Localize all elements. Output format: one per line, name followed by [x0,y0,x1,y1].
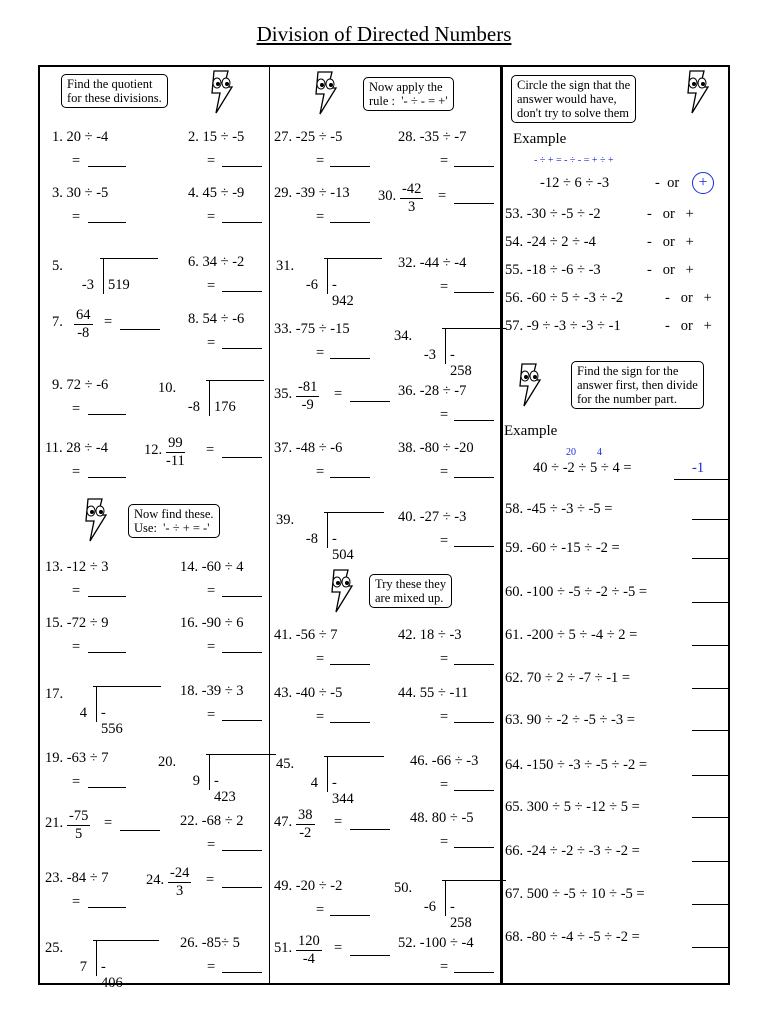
problem-text: 6. 34 ÷ -2 [188,254,245,270]
divisor: -8 [305,531,318,547]
fraction [296,379,319,414]
answer-line[interactable] [88,581,126,597]
division-bar [93,686,161,687]
division-bar [442,880,506,881]
divisor: -6 [423,899,436,915]
answer-line[interactable] [222,957,262,973]
speech-bubble: Now find these. Use: '- ÷ + = -' [128,504,220,538]
equals-sign: = [72,639,81,655]
speech-bubble: Try these they are mixed up. [369,574,452,608]
divisor: -6 [305,277,318,293]
divisor: 4 [79,705,87,721]
problem-text: 44. 55 ÷ -11 [398,685,469,701]
problem-number: 34. [394,328,413,344]
denominator: 3 [408,199,416,215]
sign-choice[interactable]: - or + [647,234,694,250]
problem-text: 40. -27 ÷ -3 [398,509,467,525]
answer-line[interactable] [330,649,370,665]
problem-text: 37. -48 ÷ -6 [274,440,343,456]
lightning-character-icon [680,69,714,115]
division-bracket [202,754,210,790]
problem-text: 27. -25 ÷ -5 [274,129,343,145]
problem-number: 17. [45,686,64,702]
answer-line[interactable] [222,207,262,223]
example-answer: -1 [692,460,705,476]
lightning-character-icon [204,69,238,115]
fraction [74,307,93,342]
answer-line[interactable] [222,333,262,349]
problem-number: 25. [45,940,64,956]
example-choice: - or [655,175,680,191]
speech-bubble: Find the sign for the answer first, then divide for the number part. [571,361,704,409]
equals-sign: = [316,153,325,169]
problem-text: 32. -44 ÷ -4 [398,255,467,271]
equals-sign: = [440,464,449,480]
answer-line[interactable] [330,900,370,916]
answer-line[interactable] [88,151,126,167]
answer-line[interactable] [454,151,494,167]
problem-number: 30. [378,188,397,204]
answer-line[interactable] [330,343,370,359]
answer-line[interactable] [692,892,729,905]
equals-sign: = [438,188,447,204]
speech-bubble: Now apply the rule : '- ÷ - = +' [363,77,454,111]
lightning-character-icon [308,70,342,116]
sign-problem: 56. -60 ÷ 5 ÷ -3 ÷ -2 [505,290,624,306]
equals-sign: = [207,583,216,599]
problem-number: 51. [274,940,293,956]
division-bracket [320,258,328,294]
dividend: - 504 [332,531,354,563]
numerator: 99 [166,435,185,453]
equals-sign: = [440,651,449,667]
problem-text: 52. -100 ÷ -4 [398,935,474,951]
problem-text: 68. -80 ÷ -4 ÷ -5 ÷ -2 = [505,929,640,945]
answer-line[interactable] [222,456,262,458]
problem-text: 42. 18 ÷ -3 [398,627,462,643]
dividend: - 406 [101,959,123,991]
answer-line[interactable] [692,633,729,646]
equals-sign: = [334,940,343,956]
divisor: -8 [187,399,200,415]
equals-sign: = [72,774,81,790]
answer-line[interactable] [330,462,370,478]
division-bar [206,380,264,381]
equals-sign: = [206,442,215,458]
sign-problem: 55. -18 ÷ -6 ÷ -3 [505,262,601,278]
equals-sign: = [316,209,325,225]
equals-sign: = [206,872,215,888]
numerator: 120 [298,933,320,949]
equals-sign: = [440,777,449,793]
problem-text: 61. -200 ÷ 5 ÷ -4 ÷ 2 = [505,627,638,643]
problem-number: 7. [52,314,63,330]
equals-sign: = [440,407,449,423]
equals-sign: = [72,209,81,225]
answer-line[interactable] [692,546,729,559]
equals-sign: = [104,314,113,330]
equals-sign: = [72,153,81,169]
problem-number: 50. [394,880,413,896]
division-bar [100,258,158,259]
division-bracket [89,686,97,722]
numerator: 64 [76,307,91,323]
answer-line[interactable] [88,772,126,788]
numerator: 38 [298,807,313,823]
divisor: -3 [423,347,436,363]
sign-problem: 54. -24 ÷ 2 ÷ -4 [505,234,596,250]
problem-text: 4. 45 ÷ -9 [188,185,245,201]
speech-bubble: Find the quotient for these divisions. [61,74,168,108]
problem-text: 11. 28 ÷ -4 [45,440,108,456]
answer-line[interactable] [692,676,729,689]
speech-bubble: Circle the sign that the answer would have, don't try to solve them [511,75,636,123]
answer-line[interactable] [454,707,494,723]
answer-line[interactable] [120,328,160,330]
division-bracket [96,258,104,294]
answer-line[interactable] [454,277,494,293]
equals-sign: = [440,279,449,295]
equals-sign: = [207,335,216,351]
answer-line[interactable] [222,151,262,167]
example-problem: 40 ÷ -2 ÷ 5 ÷ 4 = [533,460,632,476]
example-label: Example [504,423,558,439]
equals-sign: = [334,814,343,830]
divisor: 7 [79,959,87,975]
answer-line[interactable] [454,462,494,478]
sign-choice[interactable]: - or + [665,318,712,334]
fraction [166,435,185,470]
dividend: - 556 [101,705,123,737]
answer-line[interactable] [330,151,370,167]
division-bracket [438,880,446,916]
answer-line[interactable] [692,763,729,776]
column-divider [500,67,503,983]
equals-sign: = [207,959,216,975]
equals-sign: = [440,834,449,850]
answer-line[interactable] [222,276,262,292]
answer-line[interactable] [454,649,494,665]
divisor: -3 [81,277,94,293]
problem-number: 21. [45,815,64,831]
problem-text: 62. 70 ÷ 2 ÷ -7 ÷ -1 = [505,670,631,686]
dividend: - 258 [450,347,472,379]
answer-line[interactable] [88,637,126,653]
column-divider [269,67,270,983]
answer-line[interactable] [454,202,494,204]
answer-line[interactable] [454,832,494,848]
denominator: -2 [299,825,312,841]
answer-line[interactable] [88,462,126,478]
answer-line[interactable] [454,405,494,421]
answer-line[interactable] [454,775,494,791]
dividend: 519 [108,277,130,293]
sign-choice[interactable]: - or + [665,290,712,306]
division-bar [324,258,382,259]
denominator: -8 [77,325,90,341]
problem-number: 45. [276,756,295,772]
problem-number: 12. [144,442,163,458]
equals-sign: = [72,464,81,480]
numerator: -75 [69,808,89,824]
problem-text: 63. 90 ÷ -2 ÷ -5 ÷ -3 = [505,712,635,728]
equals-sign: = [207,153,216,169]
equals-sign: = [316,651,325,667]
example-rule: - ÷ + = - ÷ - = + ÷ + [534,155,614,166]
numerator: -24 [170,865,190,881]
sign-problem: 57. -9 ÷ -3 ÷ -3 ÷ -1 [505,318,621,334]
equals-sign: = [316,345,325,361]
problem-number: 10. [158,380,177,396]
problem-text: 58. -45 ÷ -3 ÷ -5 = [505,501,613,517]
problem-text: 64. -150 ÷ -3 ÷ -5 ÷ -2 = [505,757,647,773]
fraction [296,933,322,968]
equals-sign: = [207,639,216,655]
answer-line[interactable] [692,718,729,731]
equals-sign: = [104,815,113,831]
example-mark: 20 [566,447,576,458]
division-bar [206,754,276,755]
problem-number: 35. [274,386,293,402]
denominator: -11 [166,453,185,469]
division-bracket [438,328,446,364]
problem-text: 13. -12 ÷ 3 [45,559,109,575]
problem-text: 16. -90 ÷ 6 [180,615,244,631]
answer-line[interactable] [330,207,370,223]
problem-text: 26. -85÷ 5 [180,935,240,951]
example-mark: 4 [597,447,602,458]
problem-text: 18. -39 ÷ 3 [180,683,244,699]
lightning-character-icon [324,568,358,614]
problem-text: 2. 15 ÷ -5 [188,129,245,145]
denominator: -9 [301,397,314,413]
answer-line[interactable] [222,705,262,721]
divisor: 4 [310,775,318,791]
equals-sign: = [72,583,81,599]
answer-line[interactable] [222,637,262,653]
answer-line[interactable] [330,707,370,723]
answer-line[interactable] [692,507,729,520]
problem-text: 15. -72 ÷ 9 [45,615,109,631]
answer-line[interactable] [88,207,126,223]
answer-line[interactable] [692,590,729,603]
equals-sign: = [440,709,449,725]
fraction [400,181,423,216]
problem-text: 33. -75 ÷ -15 [274,321,350,337]
numerator: -81 [298,379,318,395]
problem-text: 67. 500 ÷ -5 ÷ 10 ÷ -5 = [505,886,645,902]
answer-line[interactable] [454,531,494,547]
fraction [67,808,90,843]
example-problem: -12 ÷ 6 ÷ -3 [540,175,610,191]
answer-line[interactable] [692,935,729,948]
numerator: -42 [402,181,422,197]
problem-text: 29. -39 ÷ -13 [274,185,350,201]
equals-sign: = [334,386,343,402]
denominator: 3 [176,883,184,899]
answer-line[interactable] [120,829,160,831]
example-label: Example [513,131,567,147]
division-bracket [320,756,328,792]
answer-line[interactable] [222,581,262,597]
answer-line[interactable] [350,954,390,956]
problem-number: 24. [146,872,165,888]
answer-line[interactable] [222,835,262,851]
division-bar [442,328,506,329]
problem-text: 36. -28 ÷ -7 [398,383,467,399]
equals-sign: = [207,707,216,723]
dividend: - 344 [332,775,354,807]
circled-sign: + [692,172,714,194]
problem-text: 1. 20 ÷ -4 [52,129,109,145]
equals-sign: = [440,533,449,549]
problem-text: 65. 300 ÷ 5 ÷ -12 ÷ 5 = [505,799,640,815]
problem-text: 59. -60 ÷ -15 ÷ -2 = [505,540,620,556]
answer-line[interactable] [222,886,262,888]
answer-line[interactable] [88,892,126,908]
problem-number: 31. [276,258,295,274]
problem-number: 20. [158,754,177,770]
page-title: Division of Directed Numbers [256,22,512,46]
sign-choice[interactable]: - or + [647,262,694,278]
sign-choice[interactable]: - or + [647,206,694,222]
division-bracket [320,512,328,548]
lightning-character-icon [512,362,546,408]
problem-number: 47. [274,814,293,830]
problem-text: 19. -63 ÷ 7 [45,750,109,766]
equals-sign: = [72,894,81,910]
dividend: 176 [214,399,236,415]
answer-line[interactable] [88,399,126,415]
equals-sign: = [72,401,81,417]
equals-sign: = [207,278,216,294]
dividend: - 942 [332,277,354,309]
division-bracket [89,940,97,976]
dividend: - 423 [214,773,236,805]
equals-sign: = [316,902,325,918]
problem-number: 39. [276,512,295,528]
answer-line[interactable] [692,849,729,862]
answer-line[interactable] [350,828,390,830]
denominator: 5 [75,826,83,842]
problem-text: 66. -24 ÷ -2 ÷ -3 ÷ -2 = [505,843,640,859]
answer-line[interactable] [350,400,390,402]
division-bar [324,756,384,757]
problem-text: 9. 72 ÷ -6 [52,377,109,393]
fraction [296,807,315,842]
equals-sign: = [316,464,325,480]
problem-text: 8. 54 ÷ -6 [188,311,245,327]
problem-text: 22. -68 ÷ 2 [180,813,244,829]
problem-text: 46. -66 ÷ -3 [410,753,479,769]
divisor: 9 [192,773,200,789]
division-bar [324,512,384,513]
answer-line [674,478,730,480]
equals-sign: = [207,209,216,225]
problem-number: 5. [52,258,63,274]
problem-text: 43. -40 ÷ -5 [274,685,343,701]
problem-text: 23. -84 ÷ 7 [45,870,109,886]
problem-text: 38. -80 ÷ -20 [398,440,474,456]
denominator: -4 [302,951,315,967]
problem-text: 60. -100 ÷ -5 ÷ -2 ÷ -5 = [505,584,647,600]
problem-text: 41. -56 ÷ 7 [274,627,338,643]
division-bar [93,940,159,941]
answer-line[interactable] [454,957,494,973]
problem-text: 48. 80 ÷ -5 [410,810,474,826]
equals-sign: = [316,709,325,725]
division-bracket [202,380,210,416]
problem-text: 14. -60 ÷ 4 [180,559,244,575]
sign-problem: 53. -30 ÷ -5 ÷ -2 [505,206,601,222]
lightning-character-icon [78,497,112,543]
problem-text: 28. -35 ÷ -7 [398,129,467,145]
fraction [168,865,191,900]
equals-sign: = [440,959,449,975]
answer-line[interactable] [692,805,729,818]
problem-text: 3. 30 ÷ -5 [52,185,109,201]
equals-sign: = [207,837,216,853]
problem-text: 49. -20 ÷ -2 [274,878,343,894]
equals-sign: = [440,153,449,169]
dividend: - 258 [450,899,472,931]
